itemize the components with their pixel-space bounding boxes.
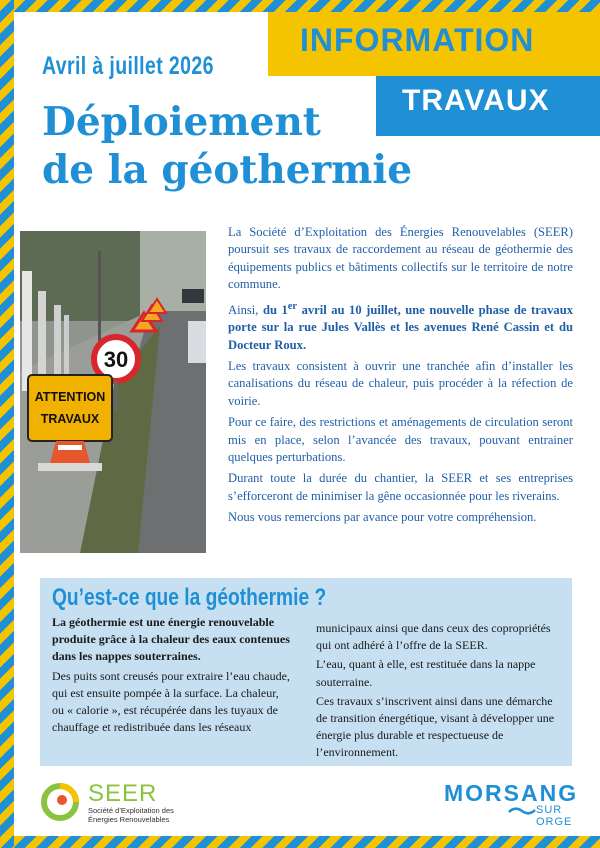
- roadworks-photo: [20, 231, 206, 553]
- title-line-1: Déploiement: [42, 99, 321, 145]
- geothermie-column-2: [316, 620, 562, 764]
- intro-text: [228, 224, 573, 531]
- geothermie-definition: [52, 614, 292, 666]
- travaux-label: TRAVAUX: [402, 84, 550, 117]
- title-line-2: de la géothermie: [42, 147, 413, 193]
- left-stripe-border: [0, 0, 14, 848]
- wave-icon: [508, 806, 536, 816]
- sign-text-attention: ATTENTION: [34, 390, 106, 404]
- geothermie-column-1: [52, 614, 292, 738]
- bottom-stripe-border: [14, 836, 600, 848]
- morsang-sur: SUR: [536, 804, 563, 816]
- morsang-name: MORSANG: [444, 780, 579, 806]
- intro-paragraph-1: La Société d’Exploitation des Énergies Renouvelables (SEER) poursuit ses travaux de raccordement au réseau de géothermie des équipements publics et bâtiments collectifs sur le territoire de notre commune.: [228, 225, 573, 292]
- geothermie-col2-p2: L’eau, quant à elle, est restituée dans la nappe souterraine.: [316, 657, 536, 689]
- geothermie-definition-bold: La géothermie est une énergie renouvelable produite grâce à la chaleur des eaux contenues dans les nappes souterraines.: [52, 615, 290, 664]
- intro-p2-sup: er: [287, 300, 298, 312]
- geothermie-col2-p3: Ces travaux s’inscrivent ainsi dans une démarche de transition énergétique, visant à développer une énergie plus durable et respectueuse de l’environnement.: [316, 693, 555, 760]
- date-range: Avril à juillet 2026: [42, 52, 214, 80]
- seer-name: SEER: [88, 780, 158, 807]
- geothermie-col2-p1: municipaux ainsi que dans ceux des copropriétés qui ont adhéré à l’offre de la SEER.: [316, 621, 551, 653]
- seer-subtitle: Société d’Exploitation des Énergies Renouvelables: [88, 806, 174, 824]
- page-title: [42, 98, 412, 194]
- morsang-orge: ORGE: [536, 816, 573, 828]
- speed-limit-sign: 30: [103, 347, 129, 372]
- roadworks-photo-illustration: [20, 231, 206, 553]
- top-stripe-border: [14, 0, 600, 12]
- sign-text-travaux: TRAVAUX: [40, 412, 100, 426]
- geothermie-process: Des puits sont creusés pour extraire l’eau chaude, qui est ensuite pompée à la surface. La chaleur, ou « calorie », est récupérée dans les tuyaux de chauffage et redistribuée dans les réseaux: [52, 668, 290, 735]
- geothermie-title: Qu’est-ce que la géothermie ?: [52, 584, 327, 611]
- information-label: INFORMATION: [300, 22, 535, 58]
- intro-p2-bold-b: avril au 10 juillet, une nouvelle phase de travaux porte sur la rue Jules Vallès et les avenues René Cassin et du Docteur Roux.: [228, 302, 573, 352]
- intro-paragraph-4: Pour ce faire, des restrictions et aménagements de circulation seront mis en place, selon l’avancée des travaux, pouvant entrainer quelques perturbations.: [228, 415, 573, 465]
- intro-p2-start: Ainsi,: [228, 302, 263, 317]
- intro-paragraph-3: Les travaux consistent à ouvrir une tranchée afin d’installer les canalisations du réseau de chaleur, puis procéder à la réfection de voirie.: [228, 359, 573, 408]
- intro-paragraph-5: Durant toute la durée du chantier, la SEER et ses entreprises s’efforceront de minimiser la gêne occasionnée pour les riverains.: [228, 471, 573, 503]
- intro-p2-bold-a: du 1: [262, 302, 288, 317]
- intro-paragraph-6: Nous vous remercions par avance pour votre compréhension.: [228, 510, 537, 525]
- intro-paragraph-2: [228, 298, 573, 354]
